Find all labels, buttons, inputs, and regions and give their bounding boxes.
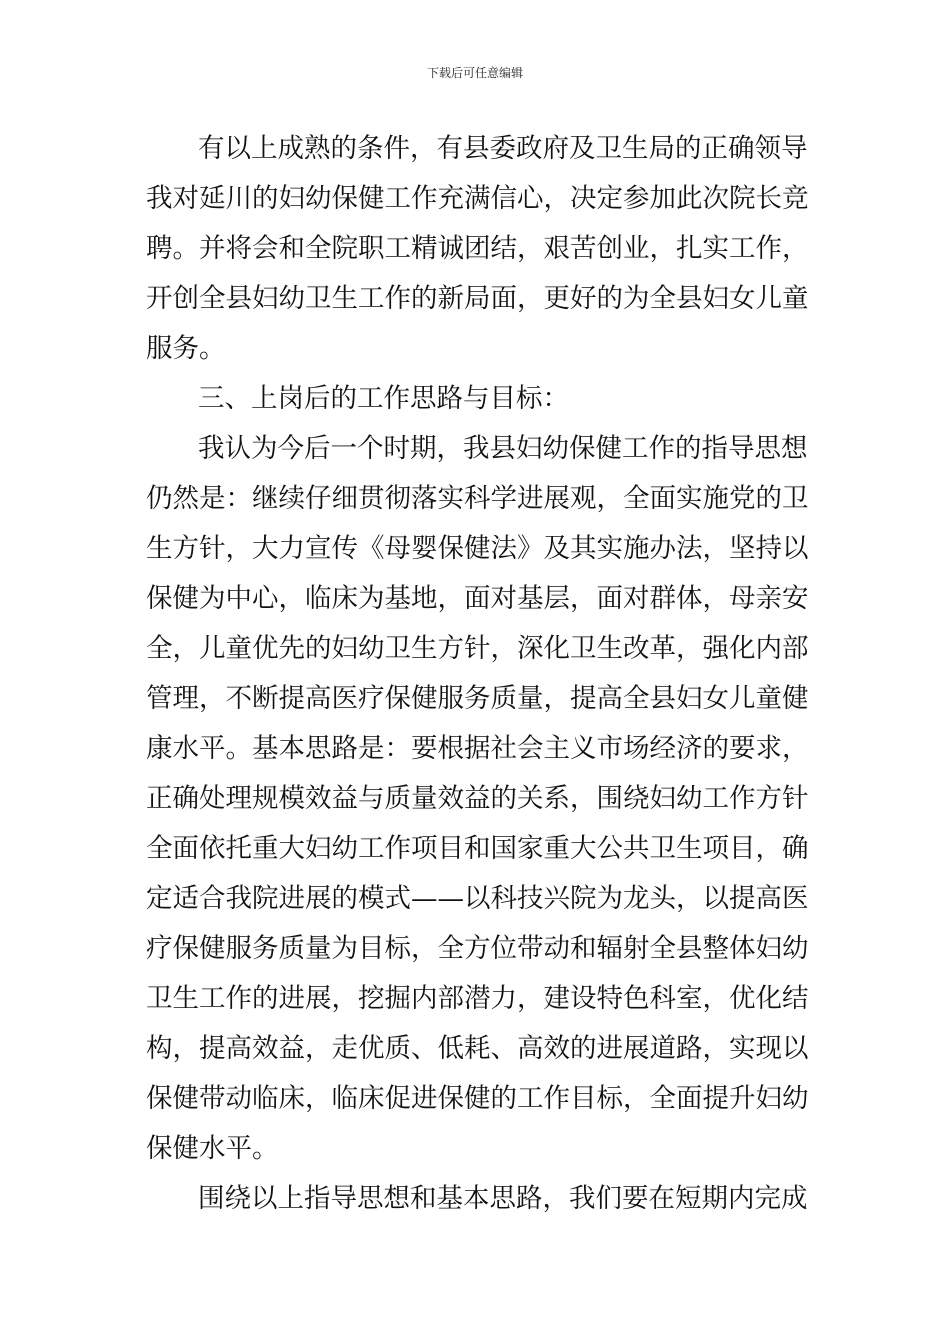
text-line: 疗保健服务质量为目标，全方位带动和辐射全县整体妇幼	[146, 933, 809, 964]
text-line: 构，提高效益，走优质、低耗、高效的进展道路，实现以	[146, 1033, 809, 1064]
text-line: 聘。并将会和全院职工精诚团结，艰苦创业，扎实工作，	[146, 233, 809, 264]
text-line: 全面依托重大妇幼工作项目和国家重大公共卫生项目，确	[146, 833, 809, 864]
text-line: 康水平。基本思路是：要根据社会主义市场经济的要求，	[146, 733, 809, 764]
text-line: 开创全县妇幼卫生工作的新局面，更好的为全县妇女儿童	[146, 283, 809, 314]
text-line: 保健带动临床，临床促进保健的工作目标，全面提升妇幼	[146, 1083, 809, 1114]
text-line: 正确处理规模效益与质量效益的关系，围绕妇幼工作方针	[146, 783, 809, 814]
text-line: 我认为今后一个时期，我县妇幼保健工作的指导思想	[198, 433, 808, 464]
text-line: 保健水平。	[146, 1133, 279, 1164]
text-line: 卫生工作的进展，挖掘内部潜力，建设特色科室，优化结	[146, 983, 809, 1014]
text-line: 定适合我院进展的模式——以科技兴院为龙头，以提高医	[146, 883, 809, 914]
text-line: 保健为中心，临床为基地，面对基层，面对群体，母亲安	[146, 583, 809, 614]
text-line: 有以上成熟的条件，有县委政府及卫生局的正确领导	[198, 133, 808, 164]
text-line: 仍然是：继续仔细贯彻落实科学进展观，全面实施党的卫	[146, 483, 809, 514]
page-header: 下载后可任意编辑	[426, 66, 523, 80]
text-line: 全，儿童优先的妇幼卫生方针，深化卫生改革，强化内部	[146, 633, 809, 664]
text-line: 围绕以上指导思想和基本思路，我们要在短期内完成	[198, 1183, 808, 1214]
text-line: 服务。	[146, 333, 226, 364]
text-line: 生方针，大力宣传《母婴保健法》及其实施办法，坚持以	[146, 533, 809, 564]
section-heading: 三、上岗后的工作思路与目标：	[198, 383, 569, 414]
text-line: 我对延川的妇幼保健工作充满信心，决定参加此次院长竞	[146, 183, 809, 214]
text-line: 管理，不断提高医疗保健服务质量，提高全县妇女儿童健	[146, 683, 809, 714]
